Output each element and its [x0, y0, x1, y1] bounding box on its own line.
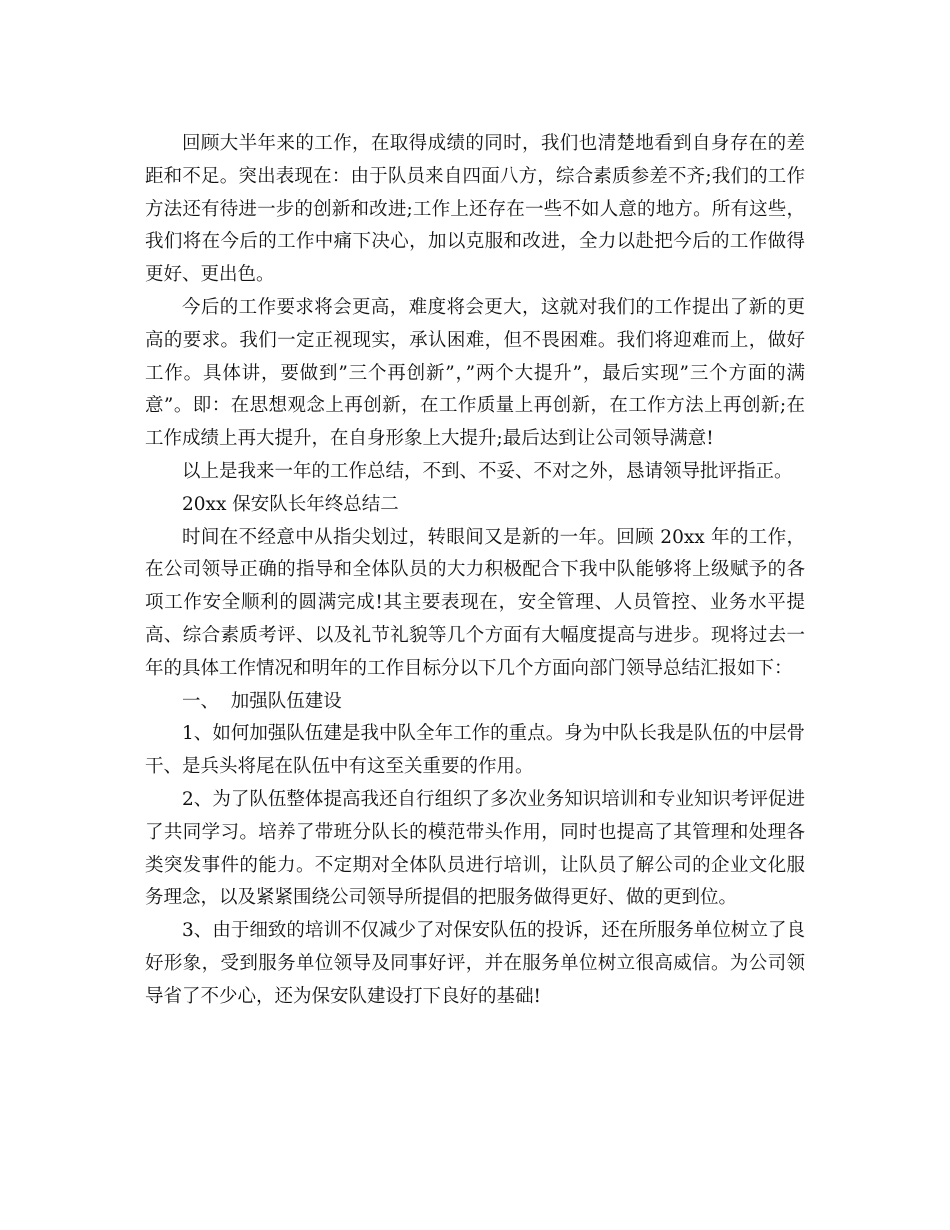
list-item-2: 2、为了队伍整体提高我还自行组织了多次业务知识培训和专业知识考评促进了共同学习。培养了带班分队长的模范带头作用，同时也提高了其管理和处理各类突发事件的能力。不定期对全体队员进行培训，让队员了解公司的企业文化服务理念，以及紧紧围绕公司领导所提倡的把服务做得更好、做的更到位。 [145, 788, 805, 909]
paragraph-review: 回顾大半年来的工作，在取得成绩的同时，我们也清楚地看到自身存在的差距和不足。突出表现在：由于队员来自四面八方，综合素质参差不齐;我们的工作方法还有待进一步的创新和改进;工作上还存在一些不如人意的地方。所有这些，我们将在今后的工作中痛下决心，加以克服和改进，全力以赴把今后的工作做得更好、更出色。 [145, 133, 805, 286]
document-body [145, 128, 805, 1014]
section-title: 20xx 保安队长年终总结二 [182, 493, 399, 515]
list-item-1: 1、如何加强队伍建是我中队全年工作的重点。身为中队长我是队伍的中层骨干、是兵头将尾在队伍中有这至关重要的作用。 [145, 723, 805, 778]
section-heading-team-building: 一、 加强队伍建设 [182, 690, 342, 712]
paragraph-intro: 时间在不经意中从指尖划过，转眼间又是新的一年。回顾 20xx 年的工作，在公司领导正确的指导和全体队员的大力积极配合下我中队能够将上级赋予的各项工作安全顺利的圆满完成!其主要表现在，安全管理、人员管控、业务水平提高、综合素质考评、以及礼节礼貌等几个方面有大幅度提高与进步。现将过去一年的具体工作情况和明年的工作目标分以下几个方面向部门领导总结汇报如下： [145, 526, 805, 679]
paragraph-future-requirements: 今后的工作要求将会更高，难度将会更大，这就对我们的工作提出了新的更高的要求。我们一定正视现实，承认困难，但不畏困难。我们将迎难而上，做好工作。具体讲，要做到”三个再创新”，”两个大提升”，最后实现”三个方面的满意”。即：在思想观念上再创新，在工作质量上再创新，在工作方法上再创新;在工作成绩上再大提升，在自身形象上大提升;最后达到让公司领导满意! [145, 296, 805, 450]
paragraph-closing: 以上是我来一年的工作总结，不到、不妥、不对之外，恳请领导批评指正。 [182, 460, 793, 482]
list-item-3: 3、由于细致的培训不仅减少了对保安队伍的投诉，还在所服务单位树立了良好形象，受到服务单位领导及同事好评，并在服务单位树立很高威信。为公司领导省了不少心，还为保安队建设打下良好的基础! [145, 920, 805, 1007]
